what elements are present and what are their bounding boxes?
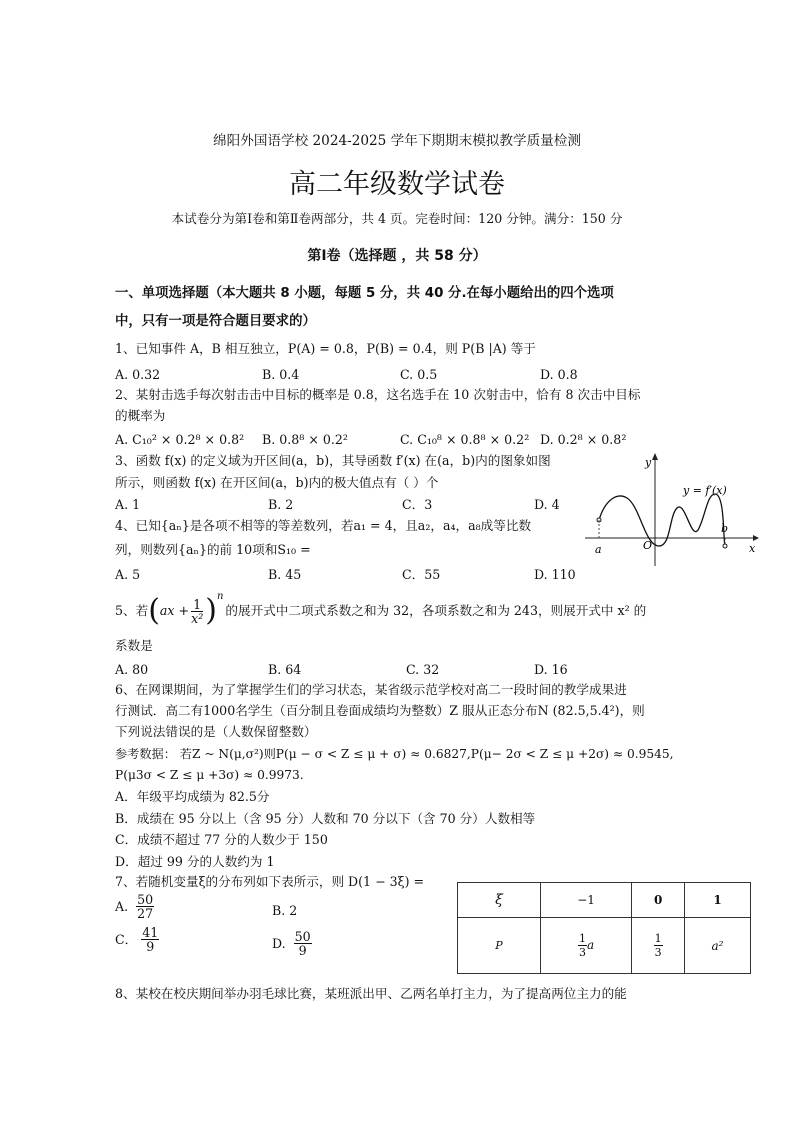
q3-stem-line2: 所示，则函数 f(x) 在开区间(a，b)内的极大值点有（ ）个 bbox=[115, 475, 439, 490]
q4-stem-line1: 4、已知{aₙ}是各项不相等的等差数列，若a₁ = 4，且a₂，a₄，a₈成等比数 bbox=[115, 518, 532, 533]
school-line: 绵阳外国语学校 2024-2025 学年下期期末模拟教学质量检测 bbox=[213, 133, 581, 149]
q6-option-a: A．年级平均成绩为 82.5分 bbox=[115, 789, 270, 804]
derivative-graph bbox=[585, 450, 760, 570]
part-one-heading-line2: 中，只有一项是符合题目要求的） bbox=[115, 314, 316, 329]
cell-fraction bbox=[578, 932, 587, 959]
q7-option-d bbox=[272, 930, 312, 957]
table-cell: 0 bbox=[632, 883, 685, 918]
q2-option-c: C. C₁₀⁸ × 0.8⁸ × 0.2² bbox=[400, 432, 530, 447]
q2-option-a: A. C₁₀² × 0.2⁸ × 0.8² bbox=[115, 432, 245, 447]
q7-option-a bbox=[115, 893, 154, 920]
q2-option-b: B. 0.8⁸ × 0.2² bbox=[262, 432, 348, 447]
page-title: 高二年级数学试卷 bbox=[289, 169, 505, 200]
q5-stem-line2: 系数是 bbox=[115, 638, 153, 653]
cell-fraction bbox=[654, 932, 663, 959]
table-cell: 1 bbox=[685, 883, 751, 918]
q7-option-c bbox=[115, 926, 159, 953]
q3-stem-line1: 3、函数 f(x) 的定义域为开区间(a，b)，其导函数 f′(x) 在(a，b)内的图象如图 bbox=[115, 453, 551, 468]
label-b: b bbox=[721, 522, 729, 535]
q7-option-b: B. 2 bbox=[272, 903, 298, 918]
q3-option-c: C．3 bbox=[402, 497, 433, 512]
q5-exponent: n bbox=[216, 591, 224, 602]
q5-option-b: B. 64 bbox=[268, 662, 302, 677]
q7-option-c-den: 9 bbox=[146, 939, 155, 954]
cell-frac-den: 3 bbox=[654, 946, 662, 960]
q7-option-a-label: A. bbox=[115, 898, 129, 914]
table-row bbox=[458, 883, 751, 918]
q6-stem-line3: 下列说法错误的是（人数保留整数） bbox=[115, 724, 317, 739]
exam-info: 本试卷分为第Ⅰ卷和第Ⅱ卷两部分，共 4 页。完卷时间：120 分钟。满分：150 分 bbox=[171, 211, 623, 226]
q2-stem-line2: 的概率为 bbox=[115, 408, 166, 423]
q5-suffix: 的展开式中二项式系数之和为 32，各项系数之和为 243，则展开式中 x² 的 bbox=[225, 603, 647, 618]
q6-stem-line2: 行测试．高二有1000名学生（百分制且卷面成绩均为整数）Z 服从正态分布N (82.5,5.4²)，则 bbox=[115, 703, 645, 718]
q5-stem bbox=[115, 591, 647, 628]
q5-frac-den: x² bbox=[191, 610, 204, 626]
q7-option-d-frac bbox=[294, 930, 312, 957]
q5-frac-num: 1 bbox=[191, 598, 203, 612]
table-cell: ξ bbox=[458, 883, 541, 918]
q5-left-paren: ( bbox=[148, 593, 160, 628]
q5-option-d: D. 16 bbox=[534, 662, 568, 677]
cell-frac-den: 3 bbox=[579, 946, 587, 960]
q2-option-d: D. 0.2⁸ × 0.8² bbox=[540, 432, 627, 447]
q6-stem-line1: 6、在网课期间，为了掌握学生们的学习状态，某省级示范学校对高二一段时间的教学成果进 bbox=[115, 682, 627, 697]
label-a: a bbox=[595, 543, 602, 556]
table-cell bbox=[541, 918, 632, 974]
q7-option-d-den: 9 bbox=[298, 943, 307, 958]
q5-prefix: 5、若 bbox=[115, 603, 149, 618]
q6-option-d: D．超过 99 分的人数约为 1 bbox=[115, 854, 275, 869]
q7-option-a-den: 27 bbox=[137, 906, 154, 921]
y-axis-arrow-icon bbox=[652, 453, 658, 460]
label-origin: O bbox=[643, 539, 653, 552]
q4-stem-line2: 列，则数列{aₙ}的前 10项和S₁₀ = bbox=[115, 542, 311, 557]
q7-option-d-num: 50 bbox=[294, 929, 311, 944]
x-axis-arrow-icon bbox=[753, 535, 759, 541]
q3-option-d: D. 4 bbox=[534, 497, 560, 512]
q2-stem-line1: 2、某射击选手每次射击击中目标的概率是 0.8，这名选手在 10 次射击中，恰有 8 次击中目标 bbox=[115, 387, 641, 402]
q1-option-a: A. 0.32 bbox=[115, 367, 161, 382]
table-cell: −1 bbox=[541, 883, 632, 918]
table-row bbox=[458, 918, 751, 974]
q5-expr-left: ax + bbox=[159, 603, 190, 618]
q7-stem: 7、若随机变量ξ的分布列如下表所示，则 D(1 − 3ξ) = bbox=[115, 874, 425, 889]
q7-option-d-label: D. bbox=[272, 935, 286, 951]
q6-reference-line1: 参考数据： 若Z ~ N(μ,σ²)则P(μ − σ < Z ≤ μ + σ) ≈ 0.6827,P(μ− 2σ < Z ≤ μ +2σ) ≈ 0.9545, bbox=[115, 747, 674, 761]
q5-option-a: A. 80 bbox=[115, 662, 149, 677]
q1-option-d: D. 0.8 bbox=[540, 367, 578, 382]
cell-frac-num: 1 bbox=[579, 932, 587, 946]
q7-option-a-frac bbox=[136, 893, 154, 920]
table-cell: P bbox=[458, 918, 541, 974]
q1-stem: 1、已知事件 A，B 相互独立，P(A) = 0.8，P(B) = 0.4，则 P(B |A) 等于 bbox=[115, 341, 536, 356]
cell-frac-num: 1 bbox=[654, 932, 662, 946]
q5-fraction bbox=[191, 598, 203, 625]
q7-option-a-num: 50 bbox=[137, 892, 154, 907]
q4-option-d: D. 110 bbox=[534, 567, 576, 582]
q5-right-paren: ) bbox=[205, 593, 217, 628]
q8-stem: 8、某校在校庆期间举办羽毛球比赛，某班派出甲、乙两名单打主力，为了提高两位主力的能 bbox=[115, 986, 627, 1001]
distribution-table bbox=[457, 882, 751, 974]
table-cell bbox=[632, 918, 685, 974]
q1-option-c: C. 0.5 bbox=[400, 367, 438, 382]
q4-option-a: A. 5 bbox=[115, 567, 141, 582]
q6-option-c: C．成绩不超过 77 分的人数少于 150 bbox=[115, 832, 328, 847]
label-x: x bbox=[749, 542, 756, 555]
q1-option-b: B. 0.4 bbox=[262, 367, 300, 382]
q4-option-c: C．55 bbox=[402, 567, 441, 582]
table-cell: a² bbox=[685, 918, 751, 974]
label-y: y bbox=[645, 456, 652, 469]
q4-option-b: B. 45 bbox=[268, 567, 302, 582]
q6-reference-line2: P(μ3σ < Z ≤ μ +3σ) ≈ 0.9973. bbox=[115, 768, 304, 782]
q7-option-c-label: C． bbox=[115, 931, 138, 947]
q6-option-b: B．成绩在 95 分以上（含 95 分）人数和 70 分以下（含 70 分）人数相等 bbox=[115, 811, 536, 826]
cell-suffix: a bbox=[587, 938, 595, 953]
q3-option-b: B. 2 bbox=[268, 497, 294, 512]
section-title: 第Ⅰ卷（选择题 ，共 58 分） bbox=[307, 248, 487, 264]
q5-option-c: C. 32 bbox=[406, 662, 440, 677]
curve-label: y = f′(x) bbox=[683, 484, 727, 497]
q3-option-a: A. 1 bbox=[115, 497, 141, 512]
q7-option-c-num: 41 bbox=[142, 925, 159, 940]
part-one-heading-line1: 一、单项选择题（本大题共 8 小题，每题 5 分，共 40 分.在每小题给出的四个选项 bbox=[115, 286, 614, 301]
q7-option-c-frac bbox=[141, 926, 159, 953]
